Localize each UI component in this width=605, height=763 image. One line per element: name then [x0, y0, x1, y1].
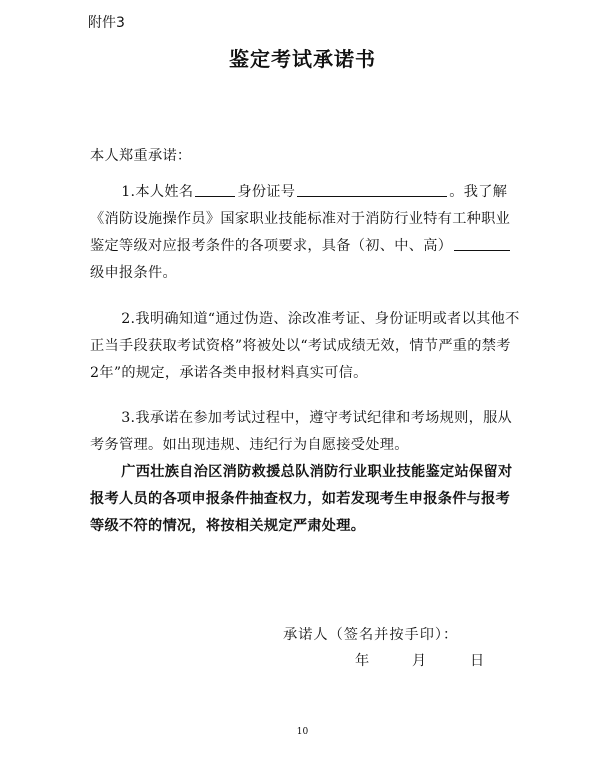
p1-name-label: 1.本人姓名: [121, 184, 194, 200]
p1-tail: 级申报条件。: [90, 265, 177, 281]
name-blank[interactable]: [195, 182, 235, 197]
date-month-label: 月: [412, 653, 427, 669]
attachment-label: 附件3: [88, 15, 125, 31]
level-blank[interactable]: [454, 236, 510, 251]
commitment-paragraph-1: [90, 179, 520, 287]
document-title: 鉴定考试承诺书: [229, 47, 376, 71]
commitment-paragraph-2: 2.我明确知道“通过伪造、涂改准考证、身份证明或者以其他不正当手段获取考试资格”将被处以“考试成绩无效，情节严重的禁考2年”的规定，承诺各类申报材料真实可信。: [90, 311, 520, 381]
notice-paragraph: 广西壮族自治区消防救援总队消防行业职业技能鉴定站保留对报考人员的各项申报条件抽查权力，如若发现考生申报条件与报考等级不符的情况，将按相关规定严肃处理。: [90, 464, 513, 534]
p1-id-label: 身份证号: [237, 184, 296, 200]
date-year-label: 年: [355, 653, 370, 669]
p1-body: 。我了解《消防设施操作员》国家职业技能标准对于消防行业特有工种职业鉴定等级对应报考条件的各项要求，具备（初、中、高）: [90, 184, 511, 254]
commitment-paragraph-3: 3.我承诺在参加考试过程中，遵守考试纪律和考场规则，服从考务管理。如出现违规、违纪行为自愿接受处理。: [90, 410, 513, 453]
date-day-label: 日: [470, 653, 485, 669]
id-number-blank[interactable]: [297, 182, 447, 197]
greeting: 本人郑重承诺：: [90, 148, 192, 164]
signature-label: 承诺人（签名并按手印）：: [283, 627, 459, 643]
page-number: 10: [296, 727, 309, 737]
